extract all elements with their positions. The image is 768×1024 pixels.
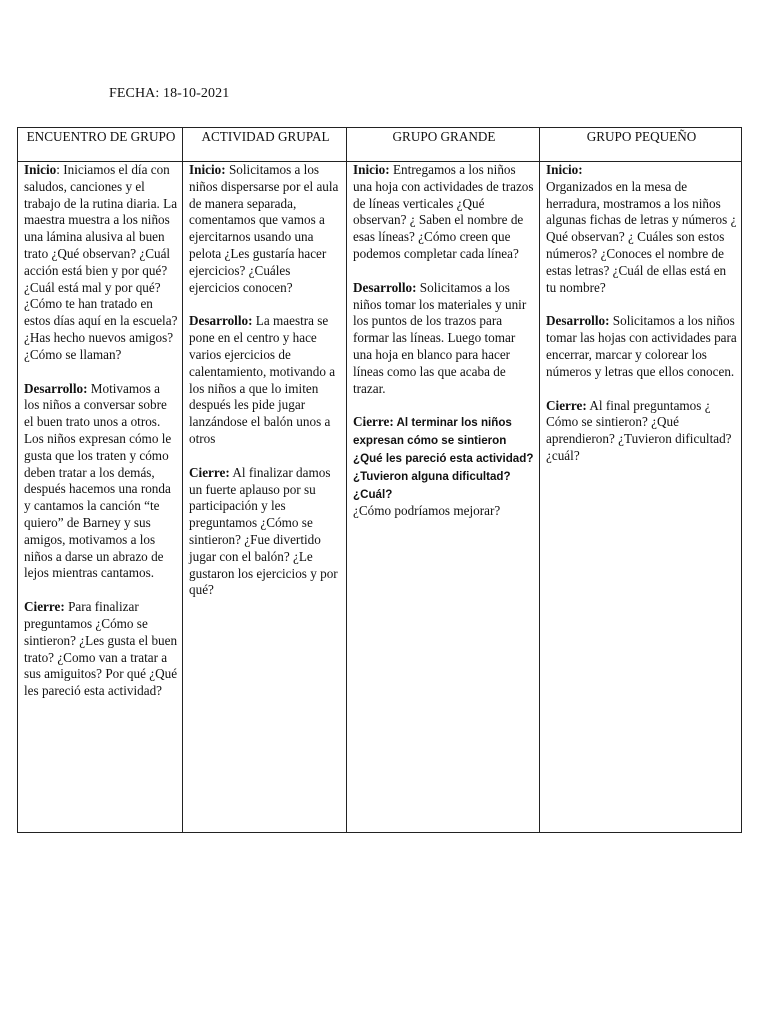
cierre-paragraph bbox=[24, 599, 178, 700]
lesson-plan-table bbox=[17, 127, 742, 833]
cierre-label: Cierre: bbox=[353, 414, 394, 430]
desarrollo-paragraph bbox=[189, 313, 342, 447]
desarrollo-paragraph bbox=[546, 313, 737, 380]
desarrollo-text: Solicitamos a los niños tomar los materiales y unir los puntos de los trazos para formar las líneas. Luego tomar una hoja en blanco para hacer líneas como las que acaba de trazar. bbox=[353, 279, 527, 396]
desarrollo-text: Motivamos a los niños a conversar sobre el buen trato unos a otros. Los niños expresan cómo le gusta que los traten y cómo deben tratar a los demás, después hacemos una ronda y cantamos la canción “te quiero” de Barney y sus amigos, motivamos a los niños a darse un abrazo de lejos mientras cantamos. bbox=[24, 380, 172, 581]
header-row bbox=[18, 128, 742, 162]
inicio-label: Inicio: bbox=[546, 162, 583, 177]
desarrollo-paragraph bbox=[24, 381, 178, 583]
header-actividad-grupal: ACTIVIDAD GRUPAL bbox=[183, 128, 347, 162]
header-grupo-grande: GRUPO GRANDE bbox=[347, 128, 540, 162]
cierre-text: Al final preguntamos ¿ Cómo se sintieron? ¿Qué aprendieron? ¿Tuvieron dificultad? ¿cuál? bbox=[546, 397, 732, 463]
cierre-label: Cierre: bbox=[546, 397, 587, 413]
inicio-text: Organizados en la mesa de herradura, mostramos a los niños algunas fichas de letras y números ¿ Qué observan? ¿ Cuáles son estos números? ¿Conoces el nombre de estas letras? ¿Cuál de ellas está en tu nombre? bbox=[546, 178, 737, 295]
desarrollo-label: Desarrollo: bbox=[24, 380, 88, 396]
inicio-text: Solicitamos a los niños dispersarse por el aula de manera separada, comentamos que vamos a ejercitarnos usando una pelota ¿Les gustaría hacer ejercicios? ¿Cuáles ejercicios conocen? bbox=[189, 162, 339, 295]
inicio-paragraph bbox=[189, 162, 342, 296]
inicio-paragraph bbox=[353, 162, 535, 263]
cierre-text: ¿Cómo podríamos mejorar? bbox=[353, 503, 501, 519]
cierre-label: Cierre: bbox=[24, 599, 65, 615]
desarrollo-text: Solicitamos a los niños tomar las hojas con actividades para encerrar, marcar y colorear los números y letras que ellos conocen. bbox=[546, 313, 737, 379]
cell-grupo-grande bbox=[347, 162, 540, 833]
inicio-label: Inicio bbox=[24, 162, 57, 177]
cell-encuentro-de-grupo bbox=[18, 162, 183, 833]
desarrollo-text: La maestra se pone en el centro y hace varios ejercicios de calentamiento, motivando a los niños a que lo imiten después les pide jugar lanzándose el balón unos a otros bbox=[189, 313, 336, 446]
inicio-label: Inicio: bbox=[189, 162, 226, 177]
cell-grupo-pequeno bbox=[540, 162, 742, 833]
cierre-sans-text: Al terminar los niños expresan cómo se sintieron ¿Qué les pareció esta actividad? ¿Tuvieron alguna dificultad? ¿Cuál? bbox=[353, 416, 534, 501]
cierre-paragraph bbox=[353, 414, 535, 520]
cierre-text: Al finalizar damos un fuerte aplauso por su participación y les preguntamos ¿Cómo se sintieron? ¿Fue divertido jugar con el balón? ¿Le gustaron los ejercicios y por qué? bbox=[189, 464, 338, 598]
inicio-text: : Iniciamos el día con saludos, canciones y el trabajo de la rutina diaria. La maestra muestra a los niños una lámina alusiva al buen trato ¿Qué observan? ¿Cuál acción está bien y por qué? ¿Cuál está mal y por qué? ¿Cómo te han tratado en estos días aquí en la escuela? ¿Has hecho nuevos amigos? ¿Cómo se llaman? bbox=[24, 162, 178, 362]
cell-actividad-grupal bbox=[183, 162, 347, 833]
content-row bbox=[18, 162, 742, 833]
cierre-paragraph bbox=[189, 465, 342, 599]
cierre-paragraph bbox=[546, 398, 737, 465]
cierre-text: Para finalizar preguntamos ¿Cómo se sintieron? ¿Les gusta el buen trato? ¿Como van a tratar a sus amiguitos? Por qué ¿Qué les pareció esta actividad? bbox=[24, 599, 178, 699]
date-label: FECHA: 18-10-2021 bbox=[109, 86, 230, 101]
inicio-paragraph bbox=[546, 162, 737, 296]
inicio-label: Inicio: bbox=[353, 162, 390, 177]
inicio-text: Entregamos a los niños una hoja con actividades de trazos de líneas verticales ¿Qué observan? ¿ Saben el nombre de esas líneas? ¿Cómo creen que podemos completar cada línea? bbox=[353, 162, 534, 261]
cierre-label: Cierre: bbox=[189, 464, 230, 480]
desarrollo-paragraph bbox=[353, 280, 535, 398]
desarrollo-label: Desarrollo: bbox=[546, 313, 610, 329]
inicio-paragraph bbox=[24, 162, 178, 364]
desarrollo-label: Desarrollo: bbox=[353, 279, 417, 295]
desarrollo-label: Desarrollo: bbox=[189, 313, 253, 329]
header-grupo-pequeno: GRUPO PEQUEÑO bbox=[540, 128, 742, 162]
header-encuentro-de-grupo: ENCUENTRO DE GRUPO bbox=[18, 128, 183, 162]
